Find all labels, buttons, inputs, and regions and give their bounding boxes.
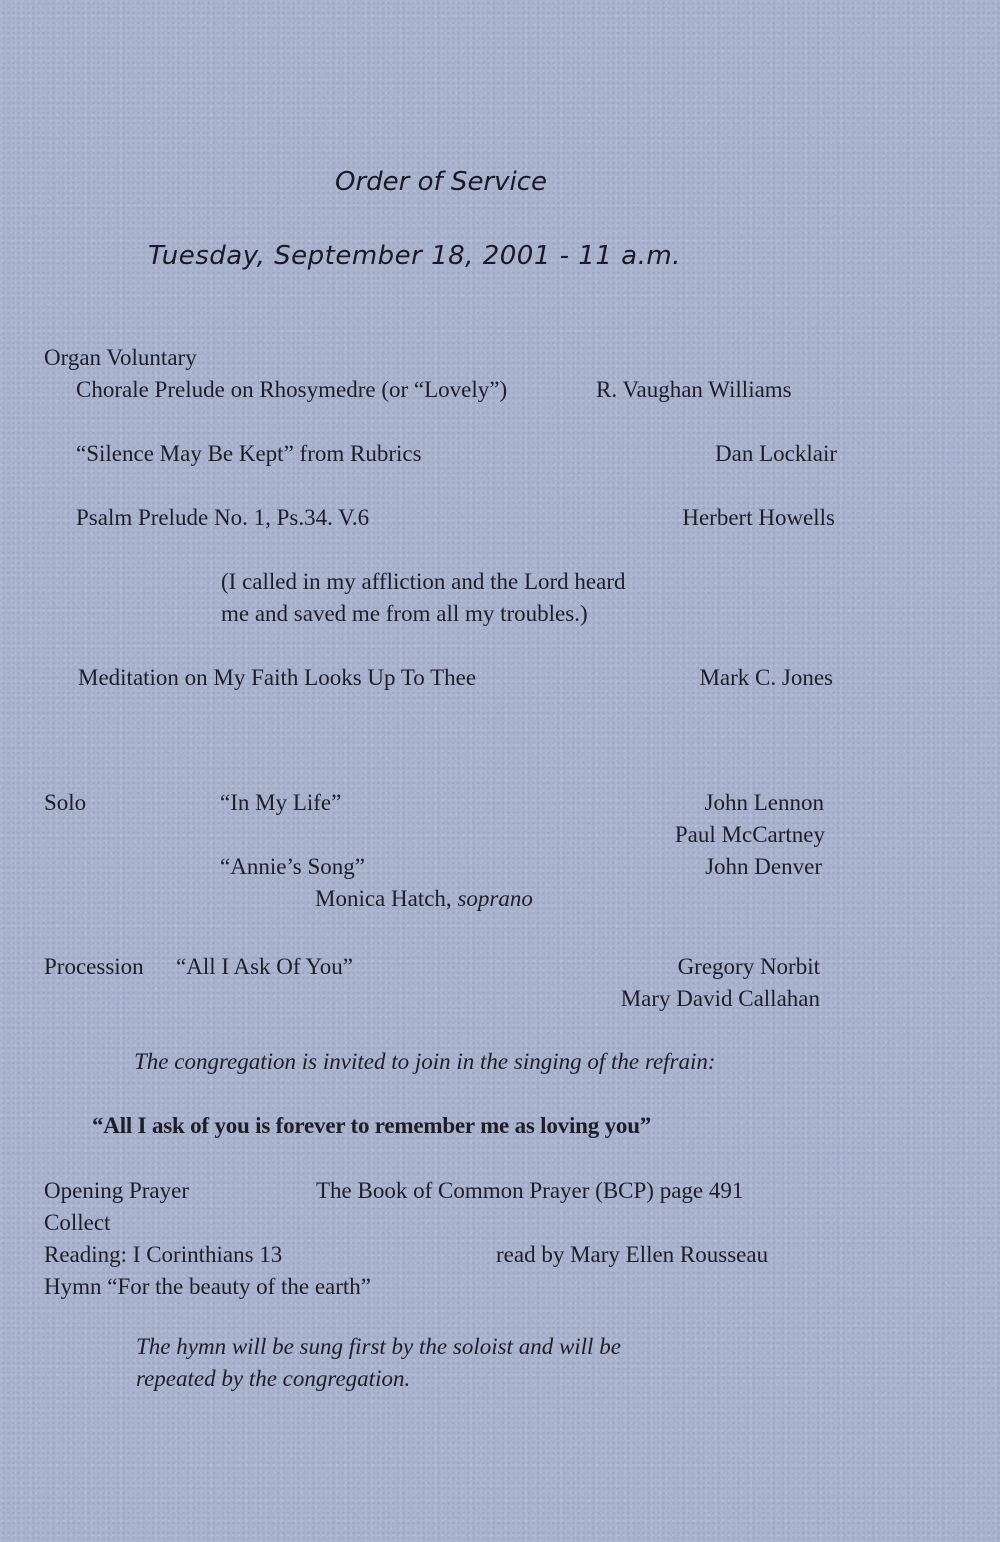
collect-label: Collect: [44, 1210, 111, 1235]
procession-label: Procession: [44, 954, 144, 979]
refrain-text: “All I ask of you is forever to remember me as loving you”: [92, 1113, 652, 1138]
service-date: Tuesday, September 18, 2001 - 11 a.m.: [148, 241, 681, 271]
procession-song: “All I Ask Of You”: [176, 954, 353, 979]
solo-composer: Paul McCartney: [674, 822, 825, 847]
solo-composer: John Lennon: [704, 790, 824, 815]
piece-title: “Silence May Be Kept” from Rubrics: [76, 441, 422, 466]
reading-label: Reading: I Corinthians 13: [44, 1242, 283, 1267]
psalm-quote-line: me and saved me from all my troubles.): [221, 601, 588, 626]
piece-composer: Dan Locklair: [715, 441, 837, 466]
page-title: Order of Service: [335, 167, 548, 197]
procession-composer: Gregory Norbit: [677, 954, 820, 979]
hymn-note-line: repeated by the congregation.: [136, 1366, 411, 1391]
opening-prayer-label: Opening Prayer: [44, 1178, 189, 1203]
piece-title: Chorale Prelude on Rhosymedre (or “Lovely”): [76, 377, 508, 402]
soloist-credit: [315, 885, 533, 913]
solo-song: “Annie’s Song”: [220, 854, 366, 879]
hymn-note-line: The hymn will be sung first by the soloist and will be: [136, 1334, 621, 1359]
meditation-composer: Mark C. Jones: [699, 665, 833, 690]
congregation-invitation: The congregation is invited to join in the singing of the refrain:: [134, 1049, 716, 1074]
soloist-name: Monica Hatch,: [315, 886, 452, 911]
solo-label: Solo: [44, 790, 87, 815]
piece-title: Psalm Prelude No. 1, Ps.34. V.6: [76, 505, 370, 530]
piece-composer: Herbert Howells: [682, 505, 835, 530]
hymn-label: Hymn “For the beauty of the earth”: [44, 1274, 371, 1299]
reading-reader: read by Mary Ellen Rousseau: [496, 1242, 769, 1267]
procession-composer: Mary David Callahan: [620, 986, 820, 1011]
solo-composer: John Denver: [705, 854, 822, 879]
meditation-title: Meditation on My Faith Looks Up To Thee: [78, 665, 477, 690]
organ-voluntary-heading: Organ Voluntary: [44, 345, 197, 370]
psalm-quote-line: (I called in my affliction and the Lord heard: [221, 569, 626, 594]
piece-composer: R. Vaughan Williams: [596, 377, 792, 402]
soloist-voice: soprano: [457, 886, 533, 911]
opening-prayer-source: The Book of Common Prayer (BCP) page 491: [316, 1178, 744, 1203]
solo-song: “In My Life”: [220, 790, 342, 815]
